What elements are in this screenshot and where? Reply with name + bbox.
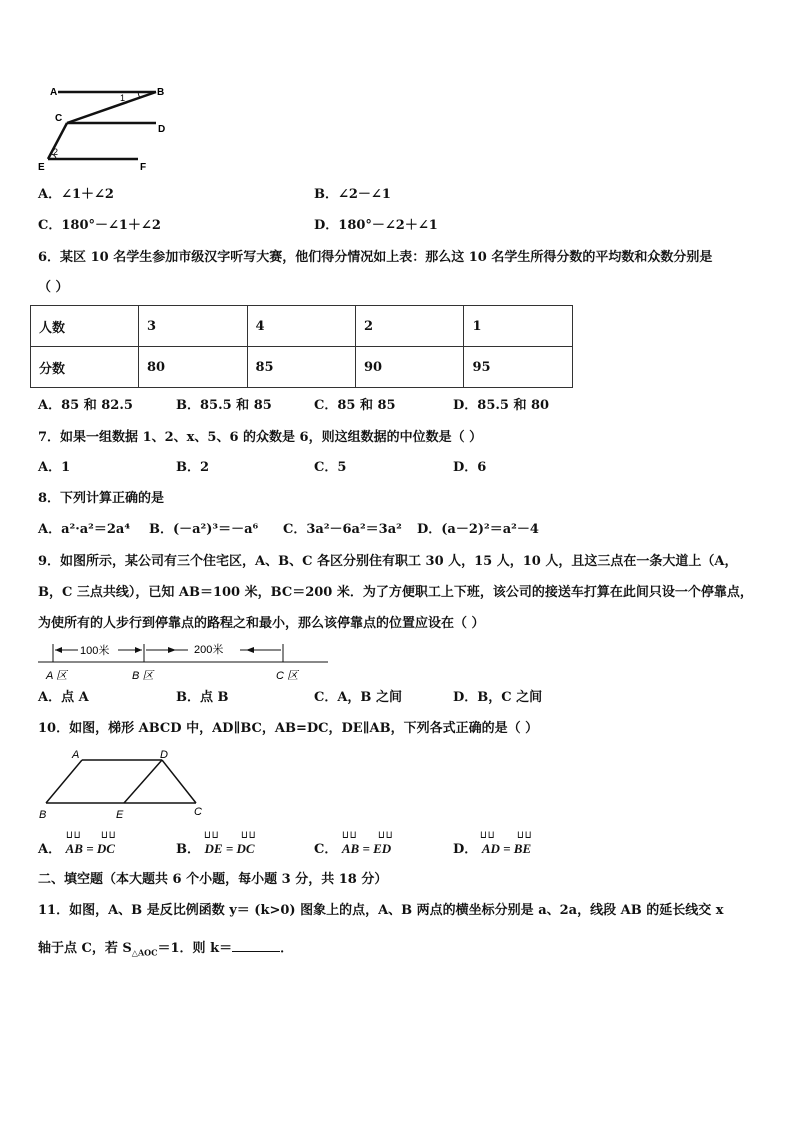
arrowhead-200-left	[168, 647, 176, 653]
option-math: AB = DC	[65, 841, 115, 856]
label-b: B	[157, 87, 165, 98]
label-f: F	[140, 162, 147, 173]
q11-stem-line2	[38, 939, 293, 962]
label-c: C	[194, 806, 202, 818]
q9-figure	[36, 638, 332, 686]
q8-option-c[interactable]: C．3a²－6a²＝3a²	[283, 522, 402, 537]
q10-option-d[interactable]	[453, 840, 531, 859]
q7-option-b[interactable]: B．2	[176, 460, 210, 475]
q9-option-c[interactable]: C．A，B 之间	[314, 690, 402, 705]
arc-marks: ⵡⵡ	[66, 831, 82, 841]
distance-200: 200米	[194, 644, 224, 656]
option-letter: A．	[38, 842, 62, 857]
table-row	[31, 347, 573, 388]
q6-option-c[interactable]: C．85 和 85	[314, 398, 396, 413]
label-e: E	[38, 162, 45, 173]
q5-option-c[interactable]: C．180°－∠1＋∠2	[38, 218, 161, 233]
q7-stem: 7．如果一组数据 1、2、x、5、6 的众数是 6，则这组数据的中位数是（ ）	[38, 430, 483, 445]
q9-option-b[interactable]: B．点 B	[176, 690, 229, 705]
label-e: E	[116, 809, 124, 821]
q11-text-end: ＝1．则 k＝	[157, 941, 233, 956]
q8-option-d[interactable]: D．(a－2)²＝a²－4	[417, 522, 539, 537]
table-cell: 分数	[31, 347, 139, 388]
q8-stem: 8．下列计算正确的是	[38, 491, 165, 506]
answer-blank[interactable]	[232, 939, 280, 952]
q9-stem-line1: 9．如图所示，某公司有三个住宅区，A、B、C 各区分别住有职工 30 人，15 人，10 人，且这三点在一条大道上（A，	[38, 554, 738, 569]
arc-marks: ⵡⵡ	[241, 831, 257, 841]
q6-stem-line2: （ ）	[38, 280, 69, 295]
q11-tail: ．	[280, 941, 294, 956]
side-dc	[162, 760, 196, 803]
label-b: B	[39, 809, 47, 821]
q7-option-d[interactable]: D．6	[453, 460, 487, 475]
q6-option-d[interactable]: D．85.5 和 80	[453, 398, 550, 413]
option-math: AD = BE	[481, 841, 532, 856]
q6-option-b[interactable]: B．85.5 和 85	[176, 398, 272, 413]
label-angle-2: 2	[53, 147, 59, 157]
q11-text: 轴于点 C，若 S	[38, 941, 132, 956]
label-c: C	[55, 113, 63, 124]
q7-option-a[interactable]: A．1	[38, 460, 71, 475]
arrowhead-200-right	[246, 647, 254, 653]
q6-option-a[interactable]: A．85 和 82.5	[38, 398, 133, 413]
section-title: 二、填空题（本大题共 6 个小题，每小题 3 分，共 18 分）	[38, 872, 388, 887]
label-d: D	[160, 749, 168, 761]
q10-figure	[36, 746, 212, 824]
arrowhead-100-right	[135, 647, 142, 653]
label-a: A	[50, 87, 58, 98]
table-cell: 2	[355, 306, 463, 347]
table-cell: 1	[464, 306, 573, 347]
table-row	[31, 306, 573, 347]
distance-100: 100米	[80, 645, 110, 657]
q6-score-table	[30, 305, 573, 388]
q6-stem-line1: 6．某区 10 名学生参加市级汉字听写大赛，他们得分情况如上表：那么这 10 名学生所得分数的平均数和众数分别是	[38, 250, 713, 265]
side-ab	[46, 760, 82, 803]
table-cell: 90	[355, 347, 463, 388]
q5-option-a[interactable]: A．∠1＋∠2	[38, 187, 114, 202]
segment-de	[124, 760, 162, 803]
q9-option-d[interactable]: D．B，C 之间	[453, 690, 543, 705]
option-math: DE = DC	[204, 841, 255, 856]
q11-subscript: △AOC	[131, 947, 158, 958]
option-letter: B．	[176, 842, 200, 857]
arc-marks: ⵡⵡ	[101, 831, 117, 841]
q5-figure	[36, 80, 176, 175]
q10-option-b[interactable]	[176, 840, 255, 859]
table-cell: 80	[139, 347, 247, 388]
q9-stem-line2: B，C 三点共线），已知 AB＝100 米，BC＝200 米．为了方便职工上下班，该公司的接送车打算在此间只设一个停靠点，	[38, 585, 753, 600]
q7-option-c[interactable]: C．5	[314, 460, 347, 475]
label-d: D	[158, 124, 166, 135]
table-cell: 4	[247, 306, 355, 347]
q10-option-c[interactable]	[314, 840, 391, 859]
table-cell: 人数	[31, 306, 139, 347]
q5-option-d[interactable]: D．180°－∠2＋∠1	[314, 218, 438, 233]
label-a: A	[72, 749, 80, 761]
arc-marks: ⵡⵡ	[480, 831, 496, 841]
arc-marks: ⵡⵡ	[342, 831, 358, 841]
q9-option-a[interactable]: A．点 A	[38, 690, 89, 705]
arc-marks: ⵡⵡ	[378, 831, 394, 841]
zone-a: A 区	[46, 670, 67, 682]
option-math: AB = ED	[341, 841, 392, 856]
option-letter: C．	[314, 842, 338, 857]
arc-marks: ⵡⵡ	[204, 831, 220, 841]
arrowhead-100-left	[55, 647, 62, 653]
q5-option-b[interactable]: B．∠2－∠1	[314, 187, 391, 202]
q9-stem-line3: 为使所有的人步行到停靠点的路程之和最小，那么该停靠点的位置应设在（ ）	[38, 616, 485, 631]
zone-c: C 区	[276, 670, 298, 682]
q10-stem: 10．如图，梯形 ABCD 中，AD∥BC，AB=DC，DE∥AB，下列各式正确的是（ ）	[38, 721, 539, 736]
q8-option-a[interactable]: A．a²·a²＝2a⁴	[38, 522, 131, 537]
line-cb	[67, 92, 156, 123]
table-cell: 95	[464, 347, 573, 388]
label-angle-1: 1	[120, 93, 126, 103]
arc-marks: ⵡⵡ	[517, 831, 533, 841]
option-letter: D．	[453, 842, 478, 857]
table-cell: 3	[139, 306, 247, 347]
q8-option-b[interactable]: B．(－a²)³＝－a⁶	[149, 522, 259, 537]
q10-option-a[interactable]	[38, 840, 115, 859]
q11-stem-line1: 11．如图，A、B 是反比例函数 y＝ (k>0) 图象上的点，A、B 两点的横坐标分别是 a、2a，线段 AB 的延长线交 x	[38, 903, 724, 918]
zone-b: B 区	[132, 670, 154, 682]
table-cell: 85	[247, 347, 355, 388]
